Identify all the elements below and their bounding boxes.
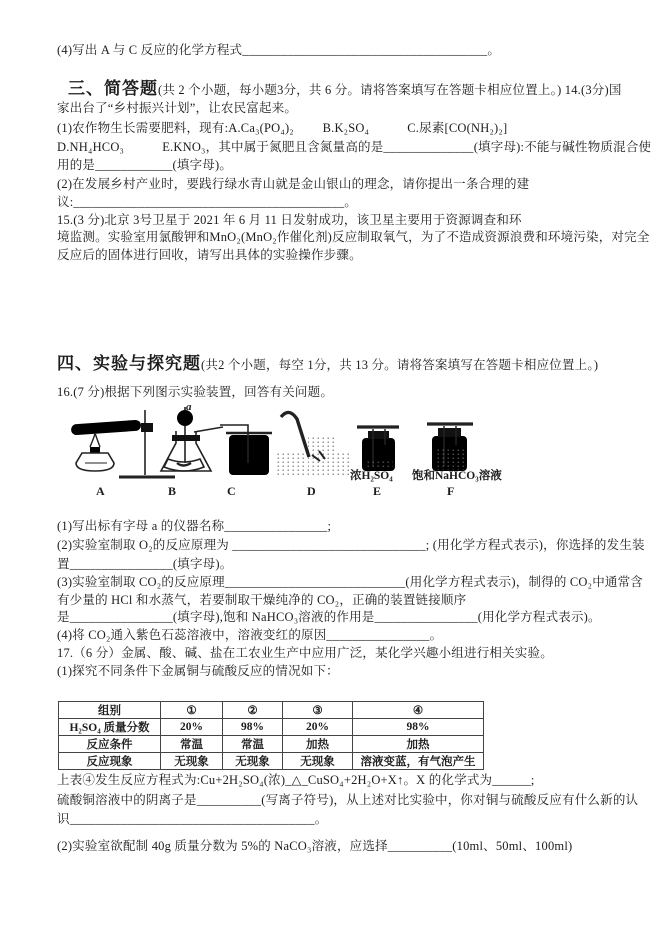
q16-part2-line1: (2)实验室制取 O₂的反应原理为 ______________________________; (用化学方程式表示)，你选择的发生装 [57, 538, 645, 552]
label-sat-nahco3: 饱和NaHCO₃溶液 [412, 470, 502, 482]
q16-part3-line3: 是________________(填字母),饱和 NaHCO₃溶液的作用是________________(用化学方程式表示)。 [57, 610, 601, 624]
section4-title: 四、实验与探究题 [57, 354, 201, 373]
question-line-q13-4: (4)写出 A 与 C 反应的化学方程式______________________________________。 [57, 43, 501, 57]
apparatus-C-gas-bottle [220, 425, 272, 475]
table-cell: 20% [283, 719, 353, 736]
apparatus-letter-C: C [227, 484, 236, 498]
q15-line3: 反应后的固体进行回收，请写出具体的实验操作步骤。 [57, 248, 362, 262]
q16-part3-line2: 有少量的 HCl 和水蒸气，若要制取干燥纯净的 CO₂，正确的装置链接顺序 [57, 593, 467, 607]
copper-sulfuric-acid-table [58, 701, 484, 770]
q17-part1-intro: (1)探究不同条件下金属铜与硫酸反应的情况如下： [57, 664, 339, 678]
q17-anion-line2: 识______________________________________。 [57, 812, 328, 826]
q14-intro-line2: 家出台了“乡村振兴计划”，让农民富起来。 [57, 101, 298, 115]
table-cell: 98% [223, 719, 283, 736]
table-row [59, 719, 484, 736]
q14-part1-line2: D.NH₄HCO₃ E.KNO₃，其中属于氮肥且含氮量高的是______________(填字母):不能与碱性物质混合使 [57, 140, 652, 154]
q14-part2-line1: (2)在发展乡村产业时，要践行绿水青山就是金山银山的理念，请你提出一条合理的建 [57, 177, 530, 191]
section4-header [57, 349, 598, 374]
apparatus-letter-E: E [373, 484, 382, 498]
apparatus-D-water-trough [277, 412, 351, 476]
table-cell: ③ [283, 702, 353, 719]
table-row [59, 736, 484, 753]
q17-anion-line1: 硫酸铜溶液中的阴离子是__________(写离子符号)，从上述对比实验中，你对铜与硫酸反应有什么新的认 [57, 793, 639, 807]
table-cell: ④ [353, 702, 484, 719]
apparatus-letter-D: D [307, 484, 316, 498]
apparatus-F-washing-bottle [427, 424, 473, 471]
q17-intro: 17.（6 分）金属、酸、碱、盐在工农业生产中应用广泛，某化学兴趣小组进行相关实验。 [57, 646, 553, 660]
table-cell: 加热 [283, 736, 353, 753]
apparatus-drawing [57, 405, 602, 485]
table-cell: 常温 [223, 736, 283, 753]
apparatus-E-washing-bottle [357, 427, 399, 471]
section3-header [68, 74, 622, 99]
table-cell: 加热 [353, 736, 484, 753]
table-cell: 反应条件 [59, 736, 161, 753]
table-cell: 无现象 [161, 753, 223, 770]
table-cell: 20% [161, 719, 223, 736]
q16-part1: (1)写出标有字母 a 的仪器名称________________; [57, 519, 332, 533]
q15-line1: 15.(3 分)北京 3号卫星于 2021 年 6 月 11 日发射成功，该卫星主要用于资源调查和环 [57, 213, 522, 227]
q16-intro: 16.(7 分)根据下列图示实验装置，回答有关问题。 [57, 385, 334, 399]
table-cell: 常温 [161, 736, 223, 753]
table-cell: 组别 [59, 702, 161, 719]
table-cell: H₂SO₄ 质量分数 [59, 719, 161, 736]
apparatus-A-heated-test-tube [71, 410, 175, 477]
apparatus-letter-A: A [96, 484, 105, 498]
table-cell: 98% [353, 719, 484, 736]
apparatus-B-flask-generator [161, 407, 223, 471]
q17-part2: (2)实验室欲配制 40g 质量分数为 5%的 NaCO₃溶液，应选择__________(10ml、50ml、100ml) [57, 839, 573, 853]
q17-equation-line: 上表④发生反应方程式为:Cu+2H₂SO₄(浓)_△_CuSO₄+2H₂O+X↑。X 的化学式为______; [57, 773, 535, 787]
apparatus-letter-B: B [168, 484, 177, 498]
q14-part1-line3: 用的是____________(填字母)。 [57, 158, 233, 172]
table-cell: 无现象 [223, 753, 283, 770]
funnel-a-mark: a [186, 401, 192, 413]
q16-part4: (4)将 CO₂通入紫色石蕊溶液中，溶液变红的原因________________。 [57, 628, 443, 642]
section3-subtext: (共 2 个小题，每小题3分，共 6 分。请将答案填写在答题卡相应位置上。) 14.(3分)国 [158, 83, 622, 97]
q15-line2: 境监测。实验室用氯酸钾和MnO₂(MnO₂作催化剂)反应制取氧气，为了不造成资源浪费和环境污染，对完全 [57, 230, 650, 244]
section4-subtext: (共2 个小题，每空 1分，共 13 分。请将答案填写在答题卡相应位置上。) [201, 358, 599, 372]
q16-part2-line2: 置________________(填字母)。 [57, 557, 233, 571]
apparatus-letter-F: F [447, 484, 455, 498]
table-row [59, 702, 484, 719]
table-cell: 溶液变蓝，有气泡产生 [353, 753, 484, 770]
section3-title: 三、简答题 [68, 79, 158, 98]
label-conc-h2so4: 浓H₂SO₄ [350, 470, 393, 482]
table-row [59, 753, 484, 770]
q16-part3-line1: (3)实验室制取 CO₂的反应原理____________________________(用化学方程式表示)，制得的 CO₂中通常含 [57, 575, 643, 589]
q14-part2-line2: 议:__________________________________________。 [57, 195, 357, 209]
table-cell: ② [223, 702, 283, 719]
table-cell: 无现象 [283, 753, 353, 770]
table-cell: ① [161, 702, 223, 719]
table-cell: 反应现象 [59, 753, 161, 770]
apparatus-figure [57, 401, 602, 498]
q14-part1-line1: (1)农作物生长需要肥料，现有:A.Ca₃(PO₄)₂ B.K₂SO₄ C.尿素[CO(NH₂)₂] [57, 121, 508, 135]
